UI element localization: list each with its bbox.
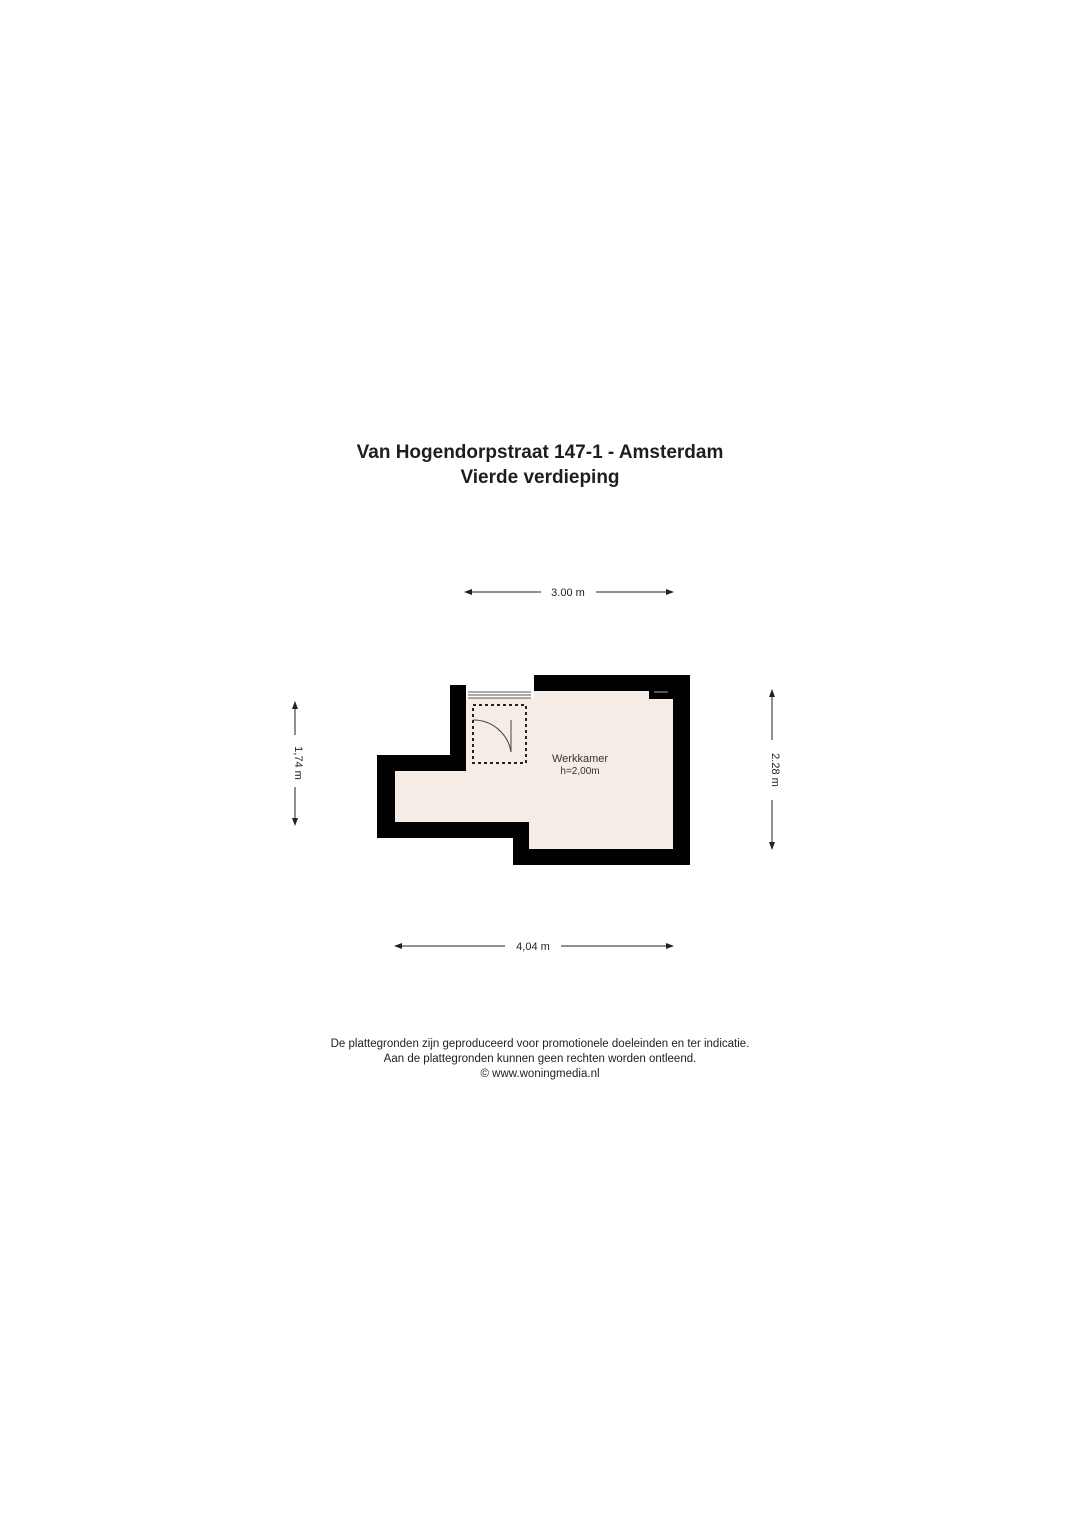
dimension-top-label: 3.00 m	[551, 587, 585, 599]
dimension-left-label: 1,74 m	[292, 746, 304, 780]
wall-detail	[654, 691, 668, 693]
dimension-right	[769, 690, 781, 849]
plan-title: Van Hogendorpstraat 147-1 - Amsterdam	[356, 442, 724, 463]
room-name: Werkkamer	[551, 753, 609, 765]
dimension-left	[292, 702, 304, 825]
dimension-top	[465, 587, 673, 599]
dimension-bottom-label: 4,04 m	[516, 941, 550, 953]
room-height: h=2,00m	[560, 766, 600, 777]
disclaimer-line-1: De plattegronden zijn geproduceerd voor promotionele doeleinden en ter indicatie.	[330, 1038, 750, 1050]
dimension-right-label: 2.28 m	[769, 753, 781, 787]
copyright-link[interactable]: © www.woningmedia.nl	[480, 1068, 600, 1080]
window	[468, 692, 531, 698]
dimension-bottom	[395, 941, 673, 953]
disclaimer-line-2: Aan de plattegronden kunnen geen rechten worden ontleend.	[383, 1053, 697, 1065]
floor-name: Vierde verdieping	[460, 467, 620, 488]
